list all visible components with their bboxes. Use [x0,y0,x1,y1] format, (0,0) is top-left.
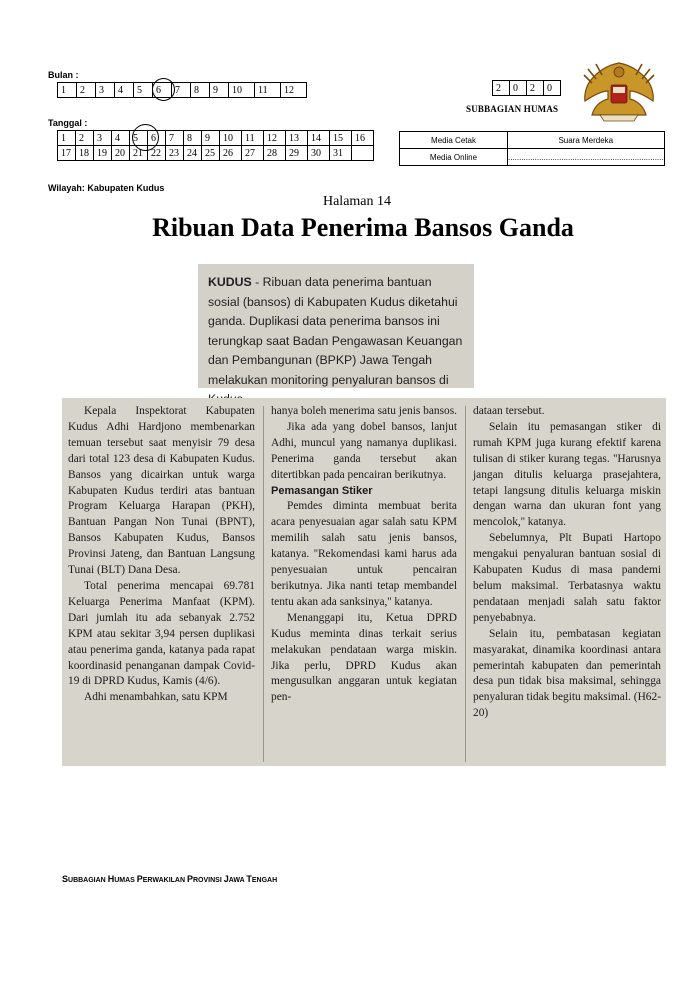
month-cell: 9 [210,83,229,98]
month-cell: 5 [134,83,153,98]
paragraph: Selain itu pemasangan stiker di rumah KPM juga kurang efektif karena tulisan di stiker kurang tegas. ''Harusnya jangan ditulis keluarga prasejahtera, tetapi langsung ditulis keluarga miskin dengan warna dan ukuran font yang mencolok,'' katanya. [473,420,661,529]
month-cell: 1 [58,83,77,98]
day-cell: 13 [286,131,308,146]
day-cell: 23 [166,146,184,161]
media-table [399,131,665,166]
unit-label: SUBBAGIAN HUMAS [466,104,559,114]
day-cell: 11 [242,131,264,146]
day-cell: 26 [220,146,242,161]
day-cell: 5 [130,131,148,146]
month-cell: 2 [77,83,96,98]
column-divider [465,406,466,762]
lead-text: - Ribuan data penerima bantuan sosial (bansos) di Kabupaten Kudus diketahui ganda. Duplikasi data penerima bansos ini terungkap saat Badan Pengawasan Keuangan dan Pembangunan (BPKP) Jawa Tengah melakukan monitoring penyaluran bansos di [208,275,463,387]
footer-initial: T [246,874,252,884]
bulan-label: Bulan : [48,70,79,80]
day-cell: 18 [76,146,94,161]
day-cell: 16 [352,131,374,146]
article-column-3 [467,398,666,766]
paragraph: Pemdes diminta membuat berita acara penyesuaian agar salah satu KPM memilih salah satu jenis bansos, katanya. ''Rekomendasi kami harus ada penyesuaian untuk pencairan berikutnya. Jika nanti tetap membandel tentu akan ada sanksinya,'' katanya. [271,500,457,608]
selected-day-circle [132,124,159,151]
article-lead [198,264,474,388]
footer-initial: H [107,874,115,884]
day-cell: 10 [220,131,242,146]
paragraph: Adhi menambahkan, satu KPM [84,691,228,704]
wilayah-label: Wilayah: Kabupaten Kudus [48,183,165,193]
day-cell: 30 [308,146,330,161]
paragraph: Selain itu, pembatasan kegiatan masyarakat, dinamika koordinasi antara pemerintah kabupaten dan pemerintah desa pun tidak bisa maksimal, sehingga penyaluran tidak begitu maksimal. (H62-20) [473,627,661,720]
paragraph: Jika ada yang dobel bansos, lanjut Adhi, muncul yang namanya duplikasi. Penerima ganda tersebut akan ditertibkan pada pencairan berikutnya. [271,420,457,481]
year-box [492,80,561,96]
day-cell: 25 [202,146,220,161]
day-cell: 7 [166,131,184,146]
footer-word-rest: UBBAGIAN [68,877,108,884]
day-cell: 28 [264,146,286,161]
paragraph: dataan tersebut. [473,405,545,417]
day-cell: 6 [148,131,166,146]
media-online-label: Media Online [400,149,508,166]
month-cell: 7 [172,83,191,98]
day-cell: 9 [202,131,220,146]
month-cell: 11 [255,83,281,98]
footer-initial: J [223,874,229,884]
day-cell: 3 [94,131,112,146]
footer-label [62,874,277,884]
day-cell: 8 [184,131,202,146]
footer-word-rest: ROVINSI [193,877,224,884]
media-online-value: ...................................................................... [508,149,665,166]
footer-word-rest: UMAS [114,877,137,884]
day-cell: 31 [330,146,352,161]
day-cell: 20 [112,146,130,161]
day-cell: 15 [330,131,352,146]
month-cell: 3 [96,83,115,98]
article-column-2 [265,398,462,766]
day-cell: 24 [184,146,202,161]
garuda-emblem-icon [578,55,660,125]
month-cell: 12 [281,83,307,98]
year-digit: 2 [493,81,510,96]
article-body [62,398,666,766]
footer-initial: S [62,874,69,884]
paragraph: Menanggapi itu, Ketua DPRD Kudus meminta dinas terkait serius melakukan pendataan warga miskin. Jika perlu, DPRD Kudus akan mengusulkan anggaran untuk kegiatan pen- [271,611,457,704]
media-cetak-label: Media Cetak [400,132,508,149]
year-digit: 2 [527,81,544,96]
media-cetak-value: Suara Merdeka [508,132,665,149]
month-cell: 8 [191,83,210,98]
month-cell: 4 [115,83,134,98]
year-digit: 0 [510,81,527,96]
paragraph: Total penerima mencapai 69.781 Keluarga Penerima Manfaat (KPM). Dari jumlah itu ada sebanyak 2.752 KPM atau sekitar 3,94 persen duplikasi atau penerima ganda, katanya pada rapat koordinasid penanganan dampak Covid-19 di DPRD Kudus, Kamis (4/6). [68,579,255,688]
footer-word-rest: ENGAH [251,877,278,884]
month-cell: 6 [153,83,172,98]
year-digit: 0 [544,81,561,96]
day-cell: 29 [286,146,308,161]
lead-city: KUDUS [208,275,252,289]
page-number: Halaman 14 [322,194,392,209]
selected-month-circle [152,78,175,101]
day-cell: 27 [242,146,264,161]
day-cell: 14 [308,131,330,146]
footer-initial: P [186,874,193,884]
paragraph: Sebelumnya, Plt Bupati Hartopo mengakui penyaluran bantuan sosial di Kabupaten Kudus di masa pandemi belum maksimal. Terbatasnya waktu pendataan menjadi salah satu faktor penyebabnya. [473,532,661,624]
day-cell: 12 [264,131,286,146]
footer-word-rest: AWA [228,877,247,884]
subheading: Pemasangan Stiker [271,484,373,497]
day-cell: 22 [148,146,166,161]
footer-word-rest: ERWAKILAN [142,877,187,884]
month-grid [57,82,307,98]
tanggal-label: Tanggal : [48,118,88,128]
day-grid [57,130,374,161]
day-cell: 17 [58,146,76,161]
day-cell [352,146,374,161]
day-cell: 21 [130,146,148,161]
month-cell: 10 [229,83,255,98]
day-cell: 19 [94,146,112,161]
footer-initial: P [136,874,143,884]
paragraph: Kepala Inspektorat Kabupaten Kudus Adhi Hardjono membenarkan temuan tersebut saat menyisir 79 desa dari total 123 desa di Kabupaten Kudus. Bansos yang dicairkan untuk warga Kabupaten Kudus terdiri atas bantuan Program Keluarga Harapan (PKH), Bantuan Pangan Non Tunai (BPNT), Bansos Kabupaten Kudus, Bansos Provinsi Jateng, dan Bantuan Langsung Tunai (BLT) Dana Desa. [68,405,255,577]
day-cell: 1 [58,131,76,146]
day-cell: 2 [76,131,94,146]
article-title: Ribuan Data Penerima Bansos Ganda [152,213,574,242]
paragraph: hanya boleh menerima satu jenis bansos. [271,405,457,417]
column-divider [263,406,264,762]
article-column-1 [62,398,260,766]
day-cell: 4 [112,131,130,146]
